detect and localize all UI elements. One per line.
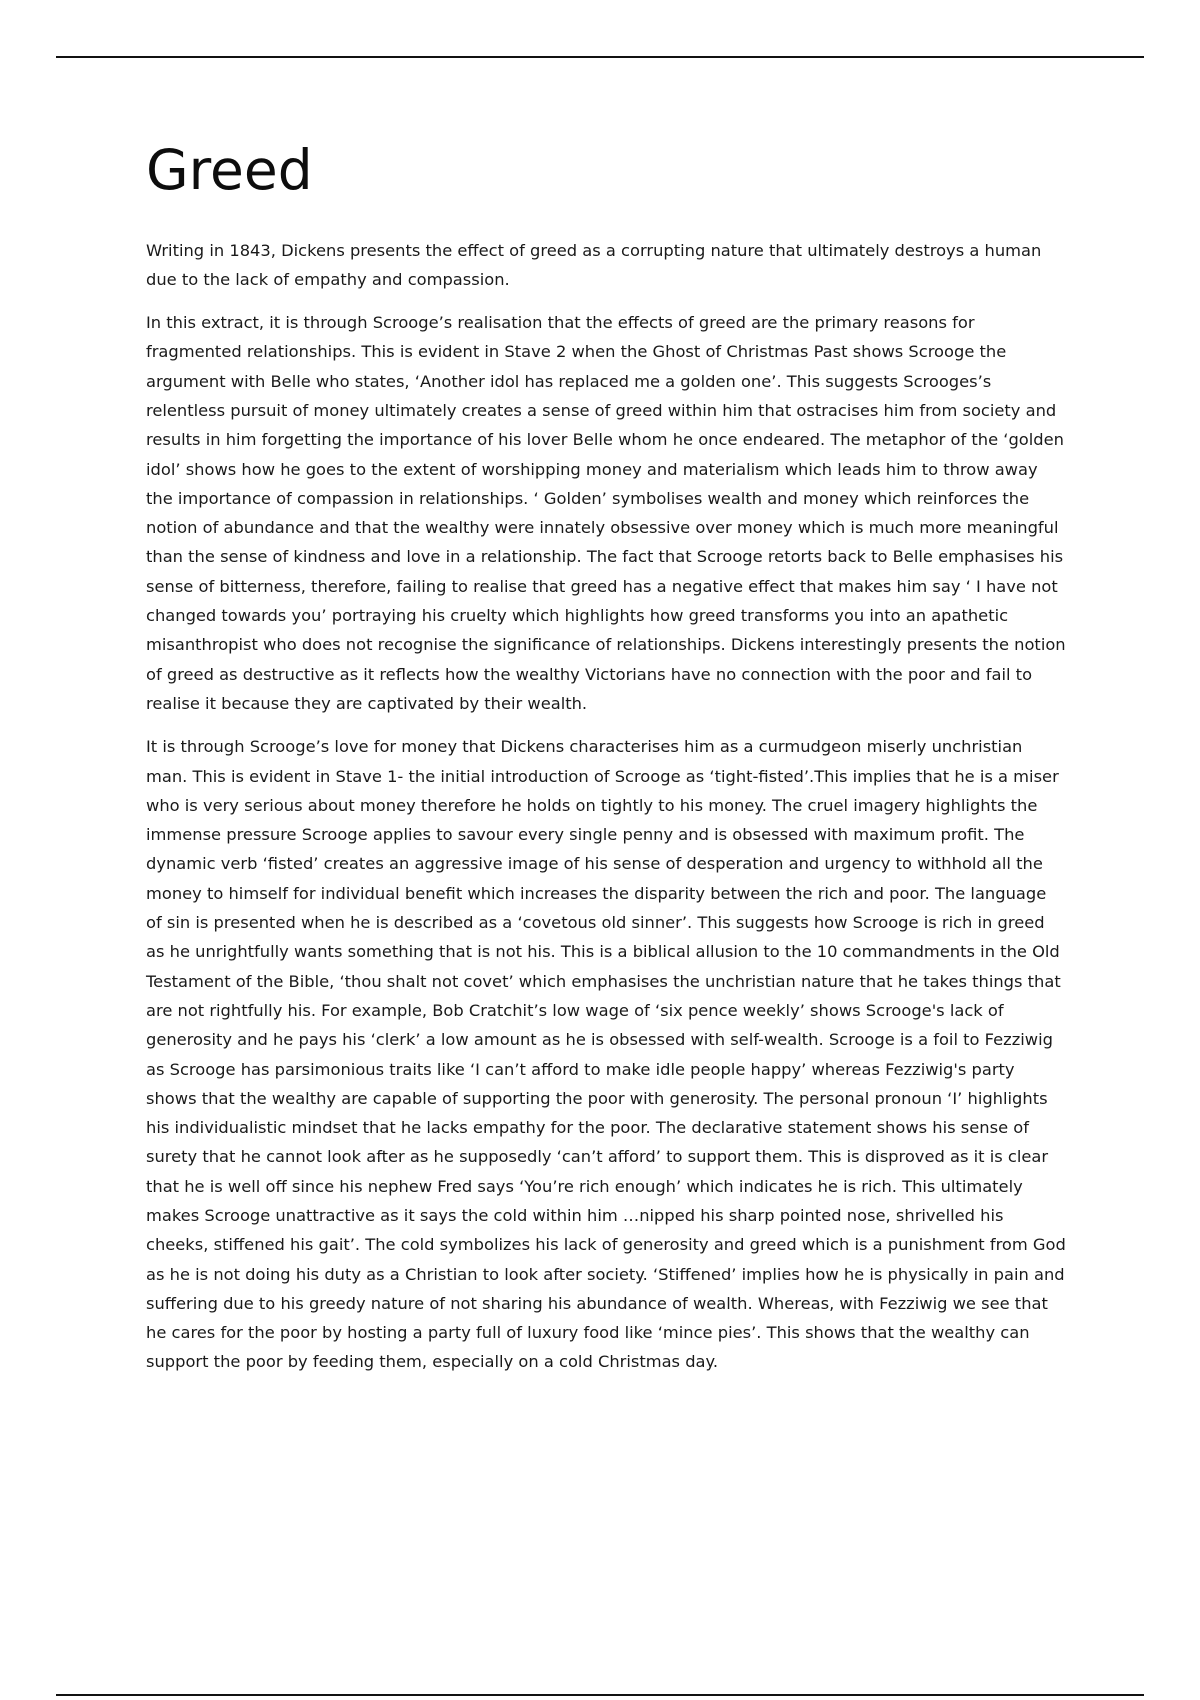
top-rule bbox=[56, 56, 1144, 58]
paragraph-list bbox=[146, 236, 1066, 1377]
document-body bbox=[146, 140, 1066, 1391]
bottom-rule bbox=[56, 1694, 1144, 1696]
paragraph-money: It is through Scrooge’s love for money that Dickens characterises him as a curmudgeon miserly unchristian man. This is evident in Stave 1- the initial introduction of Scrooge as ‘tight-fisted’.This implies that he is a miser who is very serious about money therefore he holds on tightly to his money. The cruel imagery highlights the immense pressure Scrooge applies to savour every single penny and is obsessed with maximum profit. The dynamic verb ‘fisted’ creates an aggressive image of his sense of desperation and urgency to withhold all the money to himself for individual benefit which increases the disparity between the rich and poor. The language of sin is presented when he is described as a ‘covetous old sinner’. This suggests how Scrooge is rich in greed as he unrightfully wants something that is not his. This is a biblical allusion to the 10 commandments in the Old Testament of the Bible, ‘thou shalt not covet’ which emphasises the unchristian nature that he takes things that are not rightfully his. For example, Bob Cratchit’s low wage of ‘six pence weekly’ shows Scrooge's lack of generosity and he pays his ‘clerk’ a low amount as he is obsessed with self-wealth. Scrooge is a foil to Fezziwig as Scrooge has parsimonious traits like ‘I can’t afford to make idle people happy’ whereas Fezziwig's party shows that the wealthy are capable of supporting the poor with generosity. The personal pronoun ‘I’ highlights his individualistic mindset that he lacks empathy for the poor. The declarative statement shows his sense of surety that he cannot look after as he supposedly ‘can’t afford’ to support them. This is disproved as it is clear that he is well off since his nephew Fred says ‘You’re rich enough’ which indicates he is rich. This ultimately makes Scrooge unattractive as it says the cold within him …nipped his sharp pointed nose, shrivelled his cheeks, stiffened his gait’. The cold symbolizes his lack of generosity and greed which is a punishment from God as he is not doing his duty as a Christian to look after society. ‘Stiffened’ implies how he is physically in pain and suffering due to his greedy nature of not sharing his abundance of wealth. Whereas, with Fezziwig we see that he cares for the poor by hosting a party full of luxury food like ‘mince pies’. This shows that the wealthy can support the poor by feeding them, especially on a cold Christmas day. bbox=[146, 737, 1066, 1372]
paragraph-intro: Writing in 1843, Dickens presents the effect of greed as a corrupting nature that ultimately destroys a human due to the lack of empathy and compassion. bbox=[146, 240, 1042, 289]
paragraph-relationships: In this extract, it is through Scrooge’s realisation that the effects of greed are the primary reasons for fragmented relationships. This is evident in Stave 2 when the Ghost of Christmas Past shows Scrooge the argument with Belle who states, ‘Another idol has replaced me a golden one’. This suggests Scrooges’s relentless pursuit of money ultimately creates a sense of greed within him that ostracises him from society and results in him forgetting the importance of his lover Belle whom he once endeared. The metaphor of the ‘golden idol’ shows how he goes to the extent of worshipping money and materialism which leads him to throw away the importance of compassion in relationships. ‘ Golden’ symbolises wealth and money which reinforces the notion of abundance and that the wealthy were innately obsessive over money which is much more meaningful than the sense of kindness and love in a relationship. The fact that Scrooge retorts back to Belle emphasises his sense of bitterness, therefore, failing to realise that greed has a negative effect that makes him say ‘ I have not changed towards you’ portraying his cruelty which highlights how greed transforms you into an apathetic misanthropist who does not recognise the significance of relationships. Dickens interestingly presents the notion of greed as destructive as it reflects how the wealthy Victorians have no connection with the poor and fail to realise it because they are captivated by their wealth. bbox=[146, 313, 1066, 713]
document-title: Greed bbox=[146, 138, 313, 202]
